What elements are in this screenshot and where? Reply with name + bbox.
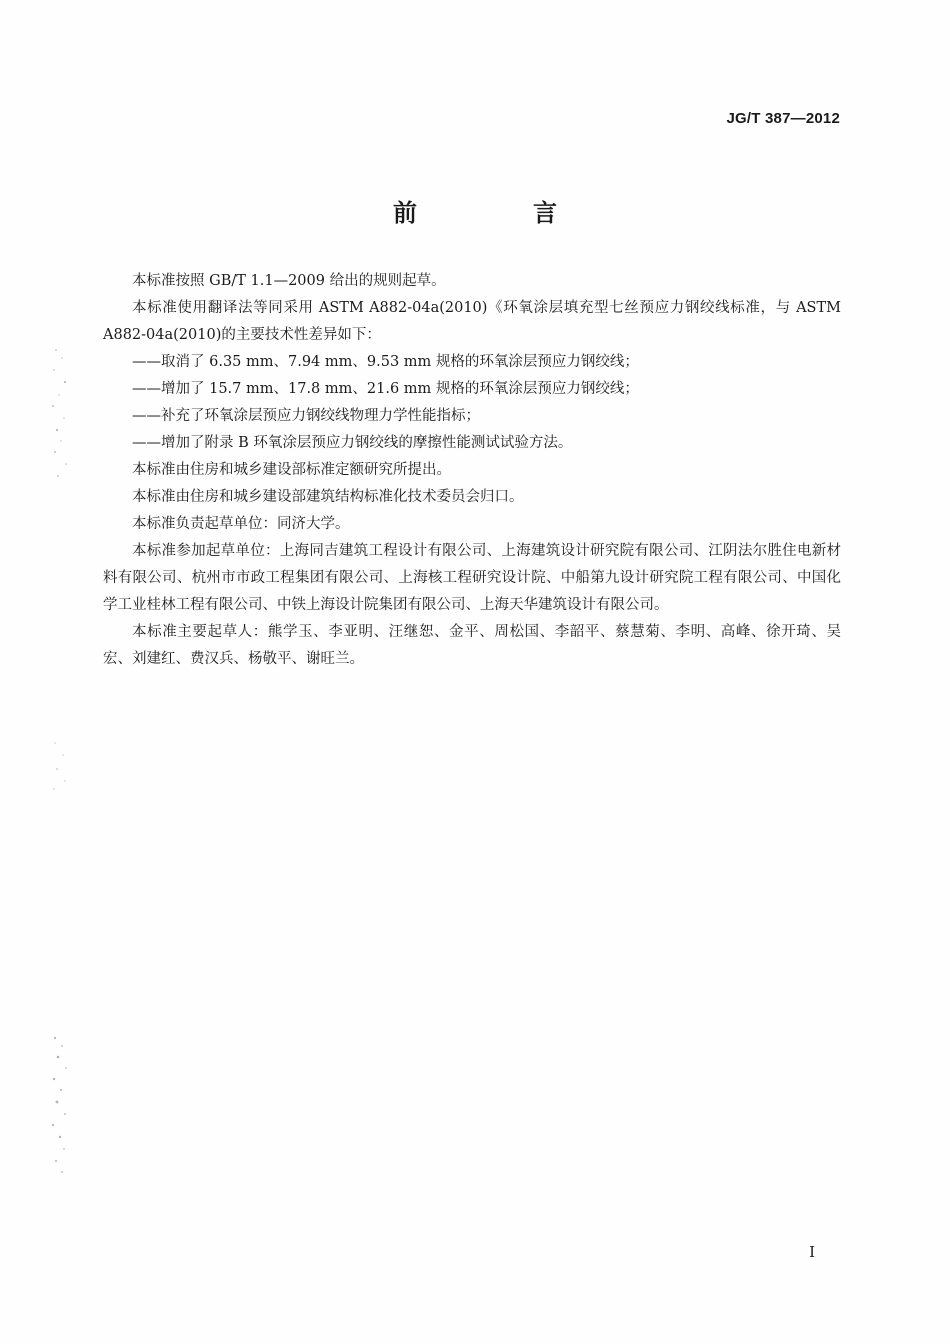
- standard-code: JG/T 387—2012: [726, 110, 840, 127]
- paragraph: 本标准使用翻译法等同采用 ASTM A882-04a(2010)《环氧涂层填充型七丝预应力钢绞线标准，与 ASTM A882-04a(2010)的主要技术性差异如下：: [103, 300, 841, 343]
- paragraph: 本标准主要起草人：熊学玉、李亚明、汪继恕、金平、周松国、李韶平、蔡慧菊、李明、高峰、徐开琦、吴宏、刘建红、费汉兵、杨敬平、谢旺兰。: [103, 624, 841, 667]
- list-item: ——增加了 15.7 mm、17.8 mm、21.6 mm 规格的环氧涂层预应力钢绞线；: [132, 381, 639, 397]
- list-item: ——增加了附录 B 环氧涂层预应力钢绞线的摩擦性能测试试验方法。: [132, 435, 573, 451]
- paragraph: 本标准由住房和城乡建设部建筑结构标准化技术委员会归口。: [132, 489, 524, 505]
- list-item: ——补充了环氧涂层预应力钢绞线物理力学性能指标；: [132, 408, 480, 424]
- paragraph: 本标准由住房和城乡建设部标准定额研究所提出。: [132, 462, 451, 478]
- list-item: ——取消了 6.35 mm、7.94 mm、9.53 mm 规格的环氧涂层预应力钢绞线；: [132, 354, 639, 370]
- document-body: [103, 268, 841, 673]
- page-title: 前 言: [393, 199, 603, 227]
- scan-noise-mark: [50, 340, 74, 490]
- scan-noise-mark: [50, 1030, 74, 1180]
- paragraph: 本标准参加起草单位：上海同吉建筑工程设计有限公司、上海建筑设计研究院有限公司、江阴法尔胜住电新材料有限公司、杭州市市政工程集团有限公司、上海核工程研究设计院、中船第九设计研究院工程有限公司、中国化学工业桂林工程有限公司、中铁上海设计院集团有限公司、上海天华建筑设计有限公司。: [103, 543, 841, 613]
- scan-noise-mark: [50, 735, 74, 795]
- paragraph: 本标准按照 GB/T 1.1—2009 给出的规则起草。: [132, 273, 446, 289]
- page-number: I: [809, 1243, 815, 1261]
- paragraph: 本标准负责起草单位：同济大学。: [132, 516, 350, 532]
